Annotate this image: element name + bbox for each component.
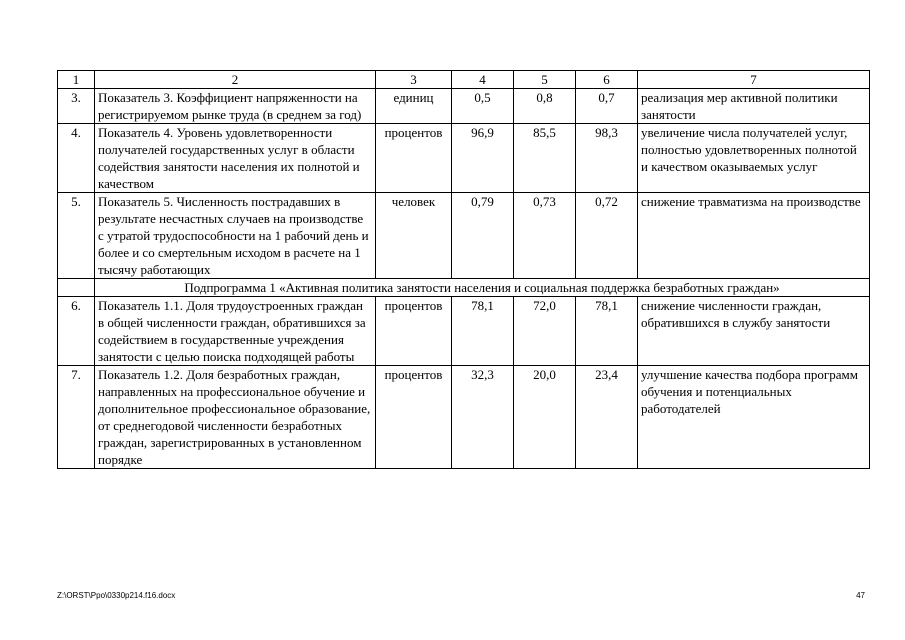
unit-cell: процентов	[376, 366, 452, 469]
unit-cell: процентов	[376, 124, 452, 193]
column-header: 3	[376, 71, 452, 89]
row-number: 3.	[58, 89, 95, 124]
value-cell: 85,5	[514, 124, 576, 193]
table-row	[58, 366, 870, 469]
value-cell: 78,1	[452, 297, 514, 366]
row-number: 4.	[58, 124, 95, 193]
row-number: 7.	[58, 366, 95, 469]
table-row	[58, 297, 870, 366]
result-cell: увеличение числа получателей услуг, полностью удовлетворенных полнотой и качеством оказываемых услуг	[638, 124, 870, 193]
column-header: 1	[58, 71, 95, 89]
column-header: 2	[95, 71, 376, 89]
indicator-cell: Показатель 1.1. Доля трудоустроенных граждан в общей численности граждан, обратившихся за содействием в государственные учреждения занятости с целью поиска подходящей работы	[95, 297, 376, 366]
table-row	[58, 193, 870, 279]
table-row	[58, 89, 870, 124]
result-cell: снижение травматизма на производстве	[638, 193, 870, 279]
indicator-cell: Показатель 1.2. Доля безработных граждан, направленных на профессиональное обучение и дополнительное профессиональное образование, от среднегодовой численности безработных граждан, зарегистрированных в установленном порядке	[95, 366, 376, 469]
value-cell: 0,73	[514, 193, 576, 279]
subprogram-row	[58, 279, 870, 297]
indicator-cell: Показатель 3. Коэффициент напряженности на регистрируемом рынке труда (в среднем за год)	[95, 89, 376, 124]
unit-cell: единиц	[376, 89, 452, 124]
unit-cell: человек	[376, 193, 452, 279]
value-cell: 96,9	[452, 124, 514, 193]
value-cell: 0,72	[576, 193, 638, 279]
value-cell: 0,8	[514, 89, 576, 124]
value-cell: 32,3	[452, 366, 514, 469]
result-cell: реализация мер активной политики занятости	[638, 89, 870, 124]
value-cell: 20,0	[514, 366, 576, 469]
value-cell: 0,79	[452, 193, 514, 279]
value-cell: 23,4	[576, 366, 638, 469]
result-cell: снижение численности граждан, обратившихся в службу занятости	[638, 297, 870, 366]
indicators-table	[57, 70, 870, 469]
value-cell: 0,5	[452, 89, 514, 124]
column-header: 5	[514, 71, 576, 89]
table-header-row	[58, 71, 870, 89]
footer-file-path: Z:\ORST\Ppo\0330p214.f16.docx	[57, 591, 176, 600]
unit-cell: процентов	[376, 297, 452, 366]
subprogram-empty-cell	[58, 279, 95, 297]
subprogram-title: Подпрограмма 1 «Активная политика занятости населения и социальная поддержка безработных граждан»	[95, 279, 870, 297]
page-number: 47	[856, 591, 865, 600]
indicator-cell: Показатель 4. Уровень удовлетворенности получателей государственных услуг в области содействия занятости населения их полнотой и качеством	[95, 124, 376, 193]
table-row	[58, 124, 870, 193]
column-header: 6	[576, 71, 638, 89]
row-number: 6.	[58, 297, 95, 366]
value-cell: 78,1	[576, 297, 638, 366]
row-number: 5.	[58, 193, 95, 279]
result-cell: улучшение качества подбора программ обучения и потенциальных работодателей	[638, 366, 870, 469]
value-cell: 98,3	[576, 124, 638, 193]
indicator-cell: Показатель 5. Численность пострадавших в результате несчастных случаев на производстве с утратой трудоспособности на 1 рабочий день и более и со смертельным исходом в расчете на 1 тысячу работающих	[95, 193, 376, 279]
value-cell: 72,0	[514, 297, 576, 366]
column-header: 7	[638, 71, 870, 89]
value-cell: 0,7	[576, 89, 638, 124]
column-header: 4	[452, 71, 514, 89]
